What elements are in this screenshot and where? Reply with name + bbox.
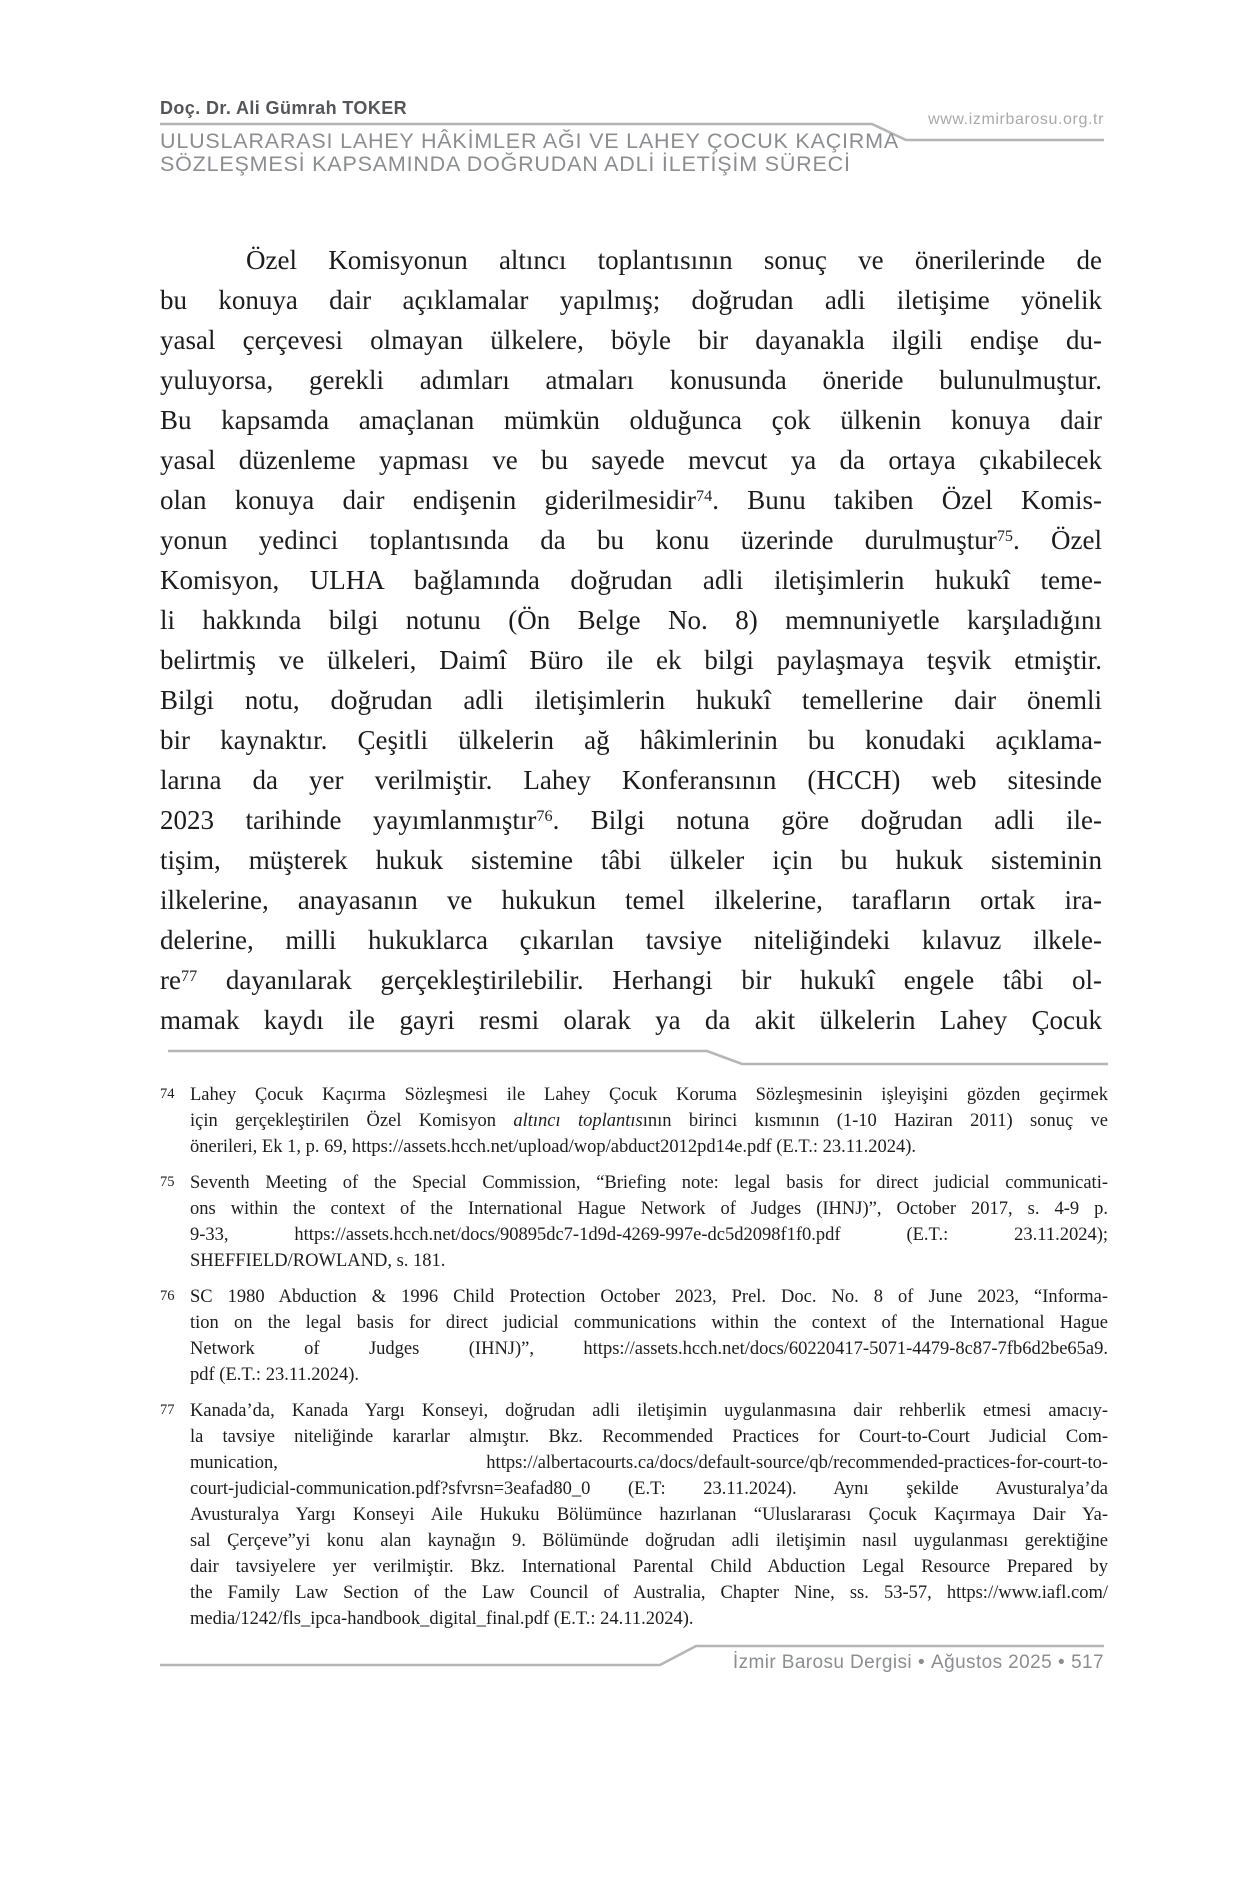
text-segment: mamak kaydı ile gayri resmi olarak ya da akit ülkelerin Lahey Çocuk <box>160 1005 1102 1035</box>
text-segment: sal Çerçeve”yi konu alan kaynağın 9. Bölümünde doğrudan adli iletişimin nasıl uygulanması gerektiğine <box>190 1531 1108 1551</box>
footnote-text <box>190 1398 1108 1632</box>
footnote-line <box>190 1476 1108 1502</box>
text-segment: the Family Law Section of the Law Council of Australia, Chapter Nine, ss. 53-57, https://www.iafl.com/ <box>190 1583 1108 1603</box>
footnote-line <box>190 1310 1108 1336</box>
text-segment: yonun yedinci toplantısında da bu konu üzerinde durulmuştur <box>160 525 997 555</box>
body-line <box>160 760 1102 800</box>
body-text <box>160 240 1102 1040</box>
text-segment: dayanılarak gerçekleştirilebilir. Herhangi bir hukukî engele tâbi ol- <box>197 965 1102 995</box>
text-segment: pdf (E.T.: 23.11.2024). <box>190 1365 360 1385</box>
text-segment: belirtmiş ve ülkeleri, Daimî Büro ile ek bilgi paylaşmaya teşvik etmiştir. <box>160 645 1102 675</box>
footnote-reference: 74 <box>696 486 713 505</box>
footnote-line <box>190 1606 1108 1632</box>
article-title-line1: ULUSLARARASI LAHEY HÂKİMLER AĞI VE LAHEY ÇOCUK KAÇIRMA <box>160 129 899 153</box>
footnote-76 <box>160 1284 1108 1388</box>
footnote-reference: 76 <box>536 806 553 825</box>
text-segment: court-judicial-communication.pdf?sfvrsn=3eafad80_0 (E.T: 23.11.2024). Aynı şekilde Avusturalya’da <box>190 1479 1108 1499</box>
text-segment: Kanada’da, Kanada Yargı Konseyi, doğrudan adli iletişimin uygulanmasına dair rehberlik etmesi amacıy- <box>190 1401 1108 1421</box>
footnote-line <box>190 1134 1108 1160</box>
text-segment: delerine, milli hukuklarca çıkarılan tavsiye niteliğindeki kılavuz ilkele- <box>160 925 1102 955</box>
website-url: www.izmirbarosu.org.tr <box>928 111 1104 128</box>
text-segment: . Bunu takiben Özel Komis- <box>712 485 1102 515</box>
footnote-line <box>190 1170 1108 1196</box>
footnote-number: 77 <box>160 1402 175 1418</box>
page-footer <box>733 1652 1104 1674</box>
text-segment: media/1242/fls_ipca-handbook_digital_final.pdf (E.T.: 24.11.2024). <box>190 1609 694 1629</box>
footnotes-section <box>160 1082 1108 1632</box>
footnote-line <box>190 1450 1108 1476</box>
text-segment: SHEFFIELD/ROWLAND, s. 181. <box>190 1251 446 1271</box>
footnote-reference: 75 <box>996 526 1013 545</box>
body-line <box>160 520 1102 560</box>
text-segment: la tavsiye niteliğinde kararlar almıştır. Bkz. Recommended Practices for Court-to-Court Judicial Com- <box>190 1427 1108 1447</box>
body-line <box>160 320 1102 360</box>
body-line <box>160 680 1102 720</box>
text-segment: yasal çerçevesi olmayan ülkelere, böyle bir dayanakla ilgili endişe du- <box>160 325 1102 355</box>
text-segment: altıncı toplantıs <box>513 1111 643 1131</box>
text-segment: ının birinci kısmının (1-10 Haziran 2011) sonuç ve <box>642 1111 1108 1131</box>
text-segment: bu konuya dair açıklamalar yapılmış; doğrudan adli iletişime yönelik <box>160 285 1102 315</box>
body-line <box>160 560 1102 600</box>
body-line <box>160 880 1102 920</box>
footnote-line <box>190 1082 1108 1108</box>
footnote-line <box>190 1424 1108 1450</box>
body-line <box>160 1000 1102 1040</box>
text-segment: yuluyorsa, gerekli adımları atmaları konusunda öneride bulunulmuştur. <box>160 365 1102 395</box>
text-segment: ons within the context of the International Hague Network of Judges (IHNJ)”, October 2017, s. 4-9 p. <box>190 1199 1108 1219</box>
footnote-74 <box>160 1082 1108 1160</box>
footnote-number: 74 <box>160 1086 175 1102</box>
text-segment: 9-33, https://assets.hcch.net/docs/90895dc7-1d9d-4269-997e-dc5d2098f1f0.pdf (E.T.: 23.11.2024); <box>190 1225 1108 1245</box>
article-title-line2: SÖZLEŞMESİ KAPSAMINDA DOĞRUDAN ADLİ İLETİŞİM SÜRECİ <box>160 152 851 176</box>
footer-separator: • <box>917 1652 926 1673</box>
text-segment: Avusturalya Yargı Konseyi Aile Hukuku Bölümünce hazırlanan “Uluslararası Çocuk Kaçırmaya Dair Ya- <box>190 1505 1108 1525</box>
text-segment: bir kaynaktır. Çeşitli ülkelerin ağ hâkimlerinin bu konudaki açıklama- <box>160 725 1102 755</box>
text-segment: larına da yer verilmiştir. Lahey Konferansının (HCCH) web sitesinde <box>160 765 1102 795</box>
text-segment: re <box>160 965 181 995</box>
footnote-number: 76 <box>160 1288 175 1304</box>
body-line <box>160 400 1102 440</box>
footnote-line <box>190 1398 1108 1424</box>
footnote-number: 75 <box>160 1174 175 1190</box>
footnote-75 <box>160 1170 1108 1274</box>
body-line <box>160 960 1102 1000</box>
body-line <box>160 440 1102 480</box>
text-segment: . Bilgi notuna göre doğrudan adli ile- <box>552 805 1102 835</box>
body-line <box>160 720 1102 760</box>
text-segment: olan konuya dair endişenin giderilmesidir <box>160 485 696 515</box>
text-segment: Network of Judges (IHNJ)”, https://assets.hcch.net/docs/60220417-5071-4479-8c87-7fb6d2be65a9. <box>190 1339 1108 1359</box>
text-segment: munication, https://albertacourts.ca/docs/default-source/qb/recommended-practices-for-court-to- <box>190 1453 1108 1473</box>
footnote-line <box>190 1528 1108 1554</box>
footnote-line <box>190 1196 1108 1222</box>
body-line <box>160 360 1102 400</box>
footnote-text <box>190 1284 1108 1388</box>
footnote-line <box>190 1222 1108 1248</box>
text-segment: yasal düzenleme yapması ve bu sayede mevcut ya da ortaya çıkabilecek <box>160 445 1102 475</box>
body-line <box>160 840 1102 880</box>
footnote-text <box>190 1082 1108 1160</box>
text-segment: SC 1980 Abduction & 1996 Child Protection October 2023, Prel. Doc. No. 8 of June 2023, “Informa- <box>190 1287 1108 1307</box>
text-segment: Bilgi notu, doğrudan adli iletişimlerin hukukî temellerine dair önemli <box>160 685 1102 715</box>
body-line <box>160 280 1102 320</box>
footer-issue: Ağustos 2025 <box>931 1652 1053 1673</box>
text-segment: 2023 tarihinde yayımlanmıştır <box>160 805 537 835</box>
text-segment: Seventh Meeting of the Special Commission, “Briefing note: legal basis for direct judicial communicati- <box>190 1173 1108 1193</box>
body-line <box>160 480 1102 520</box>
footer-page-number: 517 <box>1071 1652 1104 1673</box>
footnote-reference: 77 <box>180 966 198 985</box>
text-segment: . Özel <box>1013 525 1102 555</box>
footnote-line <box>190 1336 1108 1362</box>
footnote-line <box>190 1108 1108 1134</box>
text-segment: Özel Komisyonun altıncı toplantısının sonuç ve önerilerinde de <box>246 245 1102 275</box>
text-segment: Bu kapsamda amaçlanan mümkün olduğunca çok ülkenin konuya dair <box>160 405 1102 435</box>
author-name: Doç. Dr. Ali Gümrah TOKER <box>160 98 408 118</box>
footnote-77 <box>160 1398 1108 1632</box>
body-line <box>160 240 1102 280</box>
body-line <box>160 920 1102 960</box>
footnote-line <box>190 1248 1108 1274</box>
footnote-line <box>190 1362 1108 1388</box>
footnote-separator-rule <box>160 1044 1110 1068</box>
footnote-line <box>190 1502 1108 1528</box>
footer-journal-name: İzmir Barosu Dergisi <box>732 1652 912 1673</box>
footnote-text <box>190 1170 1108 1274</box>
text-segment: Komisyon, ULHA bağlamında doğrudan adli iletişimlerin hukukî teme- <box>160 565 1102 595</box>
text-segment: önerileri, Ek 1, p. 69, https://assets.hcch.net/upload/wop/abduct2012pd14e.pdf (E.T.: 23.11.2024). <box>190 1137 916 1157</box>
text-segment: tion on the legal basis for direct judicial communications within the context of the International Hague <box>190 1313 1108 1333</box>
text-segment: li hakkında bilgi notunu (Ön Belge No. 8) memnuniyetle karşıladığını <box>160 605 1102 635</box>
text-segment: ilkelerine, anayasanın ve hukukun temel ilkelerine, tarafların ortak ira- <box>160 885 1102 915</box>
footnote-line <box>190 1580 1108 1606</box>
text-segment: dair tavsiyelere yer verilmiştir. Bkz. International Parental Child Abduction Legal Resource Prepared by <box>190 1557 1108 1577</box>
body-line <box>160 600 1102 640</box>
text-segment: için gerçekleştirilen Özel Komisyon <box>190 1111 514 1131</box>
footer-separator: • <box>1058 1652 1066 1673</box>
text-segment: tişim, müşterek hukuk sistemine tâbi ülkeler için bu hukuk sisteminin <box>160 845 1102 875</box>
article-title <box>160 130 899 176</box>
footnote-line <box>190 1284 1108 1310</box>
text-segment: Lahey Çocuk Kaçırma Sözleşmesi ile Lahey Çocuk Koruma Sözleşmesinin işleyişini gözden geçirmek <box>190 1085 1108 1105</box>
body-line <box>160 800 1102 840</box>
body-line <box>160 640 1102 680</box>
footnote-line <box>190 1554 1108 1580</box>
